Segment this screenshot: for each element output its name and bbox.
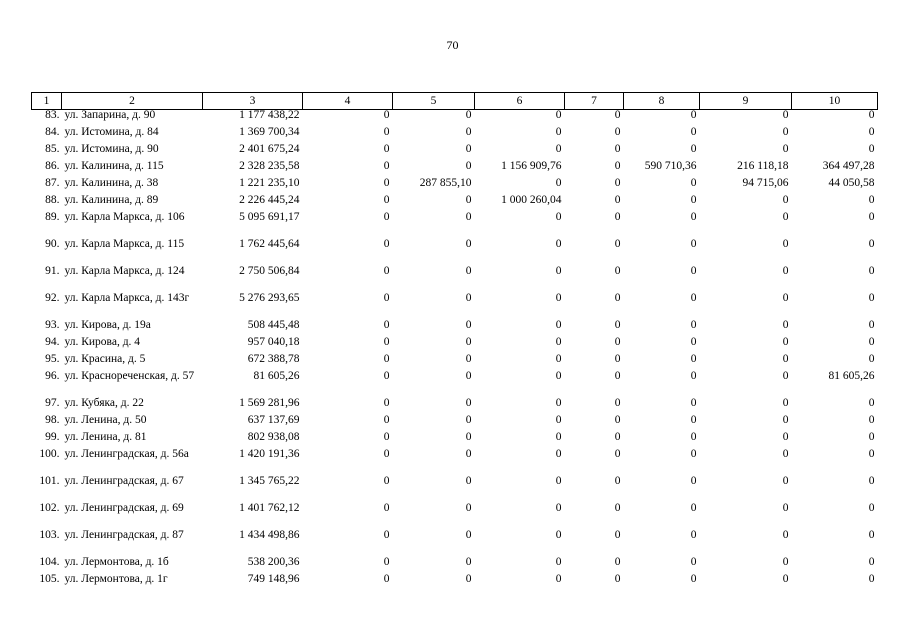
amount-cell: 0 bbox=[690, 292, 697, 304]
amount-cell: 590 710,36 bbox=[644, 160, 697, 172]
amount-cell: 0 bbox=[555, 265, 562, 277]
table-row bbox=[32, 212, 878, 239]
amount-cell: 0 bbox=[383, 475, 390, 487]
amount-cell: 0 bbox=[782, 109, 789, 121]
amount-cell: 0 bbox=[614, 431, 621, 443]
amount-cell: 0 bbox=[868, 431, 875, 443]
amount-cell: 0 bbox=[383, 109, 390, 121]
amount-cell: 0 bbox=[782, 194, 789, 206]
amount-cell: 0 bbox=[383, 502, 390, 514]
amount-cell: 0 bbox=[868, 414, 875, 426]
table-row bbox=[32, 354, 878, 371]
header-cell: 5 bbox=[393, 93, 475, 110]
page-number: 70 bbox=[446, 38, 459, 52]
row-number: 88. bbox=[45, 194, 60, 206]
amount-cell: 0 bbox=[868, 143, 875, 155]
amount-cell: 0 bbox=[383, 143, 390, 155]
amount-cell: 5 095 691,17 bbox=[239, 211, 300, 223]
amount-cell: 0 bbox=[614, 211, 621, 223]
address-cell: ул. Лермонтова, д. 1г bbox=[64, 573, 168, 585]
amount-cell: 0 bbox=[555, 529, 562, 541]
amount-cell: 0 bbox=[614, 126, 621, 138]
amount-cell: 0 bbox=[383, 265, 390, 277]
amount-cell: 0 bbox=[868, 194, 875, 206]
amount-cell: 364 497,28 bbox=[822, 160, 875, 172]
amount-cell: 1 401 762,12 bbox=[239, 502, 300, 514]
amount-cell: 0 bbox=[555, 431, 562, 443]
data-table bbox=[31, 92, 878, 591]
amount-cell: 0 bbox=[782, 414, 789, 426]
table-row bbox=[32, 415, 878, 432]
amount-cell: 0 bbox=[690, 448, 697, 460]
amount-cell: 0 bbox=[690, 211, 697, 223]
amount-cell: 0 bbox=[555, 475, 562, 487]
table-row bbox=[32, 239, 878, 266]
amount-cell: 0 bbox=[868, 336, 875, 348]
amount-cell: 0 bbox=[614, 336, 621, 348]
row-number: 98. bbox=[45, 414, 60, 426]
amount-cell: 0 bbox=[690, 126, 697, 138]
amount-cell: 2 401 675,24 bbox=[239, 143, 300, 155]
amount-cell: 802 938,08 bbox=[247, 431, 300, 443]
row-number: 99. bbox=[45, 431, 60, 443]
amount-cell: 0 bbox=[690, 177, 697, 189]
amount-cell: 0 bbox=[690, 238, 697, 250]
amount-cell: 0 bbox=[782, 126, 789, 138]
amount-cell: 0 bbox=[465, 556, 472, 568]
amount-cell: 1 177 438,22 bbox=[239, 109, 300, 121]
amount-cell: 5 276 293,65 bbox=[239, 292, 300, 304]
amount-cell: 0 bbox=[465, 336, 472, 348]
row-number: 104. bbox=[39, 556, 60, 568]
amount-cell: 0 bbox=[868, 211, 875, 223]
amount-cell: 0 bbox=[465, 109, 472, 121]
table-row bbox=[32, 337, 878, 354]
row-number: 87. bbox=[45, 177, 60, 189]
header-cell: 3 bbox=[203, 93, 303, 110]
amount-cell: 0 bbox=[614, 475, 621, 487]
amount-cell: 0 bbox=[690, 397, 697, 409]
amount-cell: 287 855,10 bbox=[419, 177, 472, 189]
amount-cell: 749 148,96 bbox=[247, 573, 300, 585]
amount-cell: 637 137,69 bbox=[247, 414, 300, 426]
row-number: 103. bbox=[39, 529, 60, 541]
amount-cell: 0 bbox=[555, 414, 562, 426]
amount-cell: 0 bbox=[465, 448, 472, 460]
amount-cell: 0 bbox=[868, 556, 875, 568]
amount-cell: 0 bbox=[782, 502, 789, 514]
amount-cell: 0 bbox=[614, 194, 621, 206]
address-cell: ул. Карла Маркса, д. 143г bbox=[64, 292, 190, 304]
amount-cell: 0 bbox=[868, 475, 875, 487]
amount-cell: 0 bbox=[555, 211, 562, 223]
amount-cell: 0 bbox=[868, 502, 875, 514]
row-number: 105. bbox=[39, 573, 60, 585]
amount-cell: 0 bbox=[868, 265, 875, 277]
amount-cell: 0 bbox=[782, 292, 789, 304]
amount-cell: 0 bbox=[690, 194, 697, 206]
amount-cell: 0 bbox=[555, 238, 562, 250]
amount-cell: 0 bbox=[383, 160, 390, 172]
address-cell: ул. Ленинградская, д. 69 bbox=[64, 502, 184, 514]
amount-cell: 0 bbox=[690, 414, 697, 426]
amount-cell: 2 750 506,84 bbox=[239, 265, 300, 277]
amount-cell: 0 bbox=[782, 397, 789, 409]
amount-cell: 0 bbox=[690, 353, 697, 365]
table-row bbox=[32, 144, 878, 161]
amount-cell: 1 369 700,34 bbox=[239, 126, 300, 138]
amount-cell: 0 bbox=[465, 160, 472, 172]
amount-cell: 0 bbox=[555, 126, 562, 138]
amount-cell: 0 bbox=[690, 143, 697, 155]
header-cell: 9 bbox=[700, 93, 792, 110]
header-cell: 10 bbox=[792, 93, 878, 110]
address-cell: ул. Запарина, д. 90 bbox=[64, 109, 156, 121]
amount-cell: 0 bbox=[690, 109, 697, 121]
amount-cell: 0 bbox=[383, 353, 390, 365]
amount-cell: 1 762 445,64 bbox=[239, 238, 300, 250]
amount-cell: 1 221 235,10 bbox=[239, 177, 300, 189]
amount-cell: 0 bbox=[555, 109, 562, 121]
header-row bbox=[32, 93, 878, 110]
header-cell: 2 bbox=[62, 93, 203, 110]
amount-cell: 0 bbox=[465, 502, 472, 514]
amount-cell: 0 bbox=[383, 573, 390, 585]
amount-cell: 81 605,26 bbox=[828, 370, 875, 382]
amount-cell: 0 bbox=[614, 414, 621, 426]
amount-cell: 0 bbox=[782, 529, 789, 541]
amount-cell: 0 bbox=[690, 502, 697, 514]
table-row bbox=[32, 432, 878, 449]
row-number: 89. bbox=[45, 211, 60, 223]
amount-cell: 0 bbox=[782, 573, 789, 585]
address-cell: ул. Калинина, д. 115 bbox=[64, 160, 164, 172]
amount-cell: 0 bbox=[782, 556, 789, 568]
amount-cell: 0 bbox=[868, 126, 875, 138]
amount-cell: 0 bbox=[465, 573, 472, 585]
amount-cell: 0 bbox=[383, 370, 390, 382]
amount-cell: 0 bbox=[555, 336, 562, 348]
amount-cell: 0 bbox=[383, 126, 390, 138]
amount-cell: 0 bbox=[383, 529, 390, 541]
amount-cell: 1 345 765,22 bbox=[239, 475, 300, 487]
amount-cell: 0 bbox=[555, 177, 562, 189]
address-cell: ул. Карла Маркса, д. 106 bbox=[64, 211, 185, 223]
address-cell: ул. Карла Маркса, д. 124 bbox=[64, 265, 185, 277]
amount-cell: 0 bbox=[465, 431, 472, 443]
amount-cell: 0 bbox=[690, 529, 697, 541]
address-cell: ул. Ленина, д. 81 bbox=[64, 431, 147, 443]
table-row bbox=[32, 449, 878, 476]
header-cell: 1 bbox=[32, 93, 62, 110]
address-cell: ул. Кирова, д. 4 bbox=[64, 336, 141, 348]
amount-cell: 0 bbox=[383, 194, 390, 206]
amount-cell: 0 bbox=[383, 431, 390, 443]
amount-cell: 0 bbox=[690, 336, 697, 348]
amount-cell: 44 050,58 bbox=[828, 177, 875, 189]
amount-cell: 0 bbox=[868, 319, 875, 331]
amount-cell: 0 bbox=[383, 448, 390, 460]
amount-cell: 0 bbox=[782, 143, 789, 155]
address-cell: ул. Ленина, д. 50 bbox=[64, 414, 147, 426]
table-row bbox=[32, 476, 878, 503]
table-row bbox=[32, 110, 878, 128]
amount-cell: 0 bbox=[555, 397, 562, 409]
address-cell: ул. Красина, д. 5 bbox=[64, 353, 146, 365]
table-row bbox=[32, 557, 878, 574]
table-row bbox=[32, 574, 878, 591]
amount-cell: 0 bbox=[614, 177, 621, 189]
amount-cell: 2 328 235,58 bbox=[239, 160, 300, 172]
row-number: 90. bbox=[45, 238, 60, 250]
amount-cell: 0 bbox=[614, 319, 621, 331]
amount-cell: 0 bbox=[690, 370, 697, 382]
amount-cell: 672 388,78 bbox=[247, 353, 300, 365]
amount-cell: 94 715,06 bbox=[742, 177, 789, 189]
row-number: 97. bbox=[45, 397, 60, 409]
amount-cell: 0 bbox=[614, 502, 621, 514]
amount-cell: 0 bbox=[383, 238, 390, 250]
table-row bbox=[32, 530, 878, 557]
table-row bbox=[32, 398, 878, 415]
row-number: 101. bbox=[39, 475, 60, 487]
amount-cell: 0 bbox=[555, 573, 562, 585]
amount-cell: 0 bbox=[383, 292, 390, 304]
amount-cell: 0 bbox=[614, 397, 621, 409]
address-cell: ул. Ленинградская, д. 56а bbox=[64, 448, 189, 460]
amount-cell: 1 420 191,36 bbox=[239, 448, 300, 460]
table-row bbox=[32, 293, 878, 320]
amount-cell: 0 bbox=[465, 238, 472, 250]
amount-cell: 0 bbox=[782, 353, 789, 365]
table-row bbox=[32, 178, 878, 195]
amount-cell: 0 bbox=[690, 475, 697, 487]
amount-cell: 0 bbox=[614, 109, 621, 121]
amount-cell: 0 bbox=[782, 448, 789, 460]
amount-cell: 0 bbox=[465, 194, 472, 206]
header-cell: 8 bbox=[624, 93, 700, 110]
amount-cell: 216 118,18 bbox=[737, 160, 789, 172]
amount-cell: 1 569 281,96 bbox=[239, 397, 300, 409]
amount-cell: 0 bbox=[690, 573, 697, 585]
amount-cell: 1 000 260,04 bbox=[501, 194, 562, 206]
amount-cell: 0 bbox=[383, 556, 390, 568]
amount-cell: 0 bbox=[690, 431, 697, 443]
amount-cell: 0 bbox=[868, 353, 875, 365]
amount-cell: 0 bbox=[782, 431, 789, 443]
amount-cell: 0 bbox=[868, 292, 875, 304]
amount-cell: 0 bbox=[782, 319, 789, 331]
amount-cell: 0 bbox=[383, 397, 390, 409]
row-number: 85. bbox=[45, 143, 60, 155]
row-number: 95. bbox=[45, 353, 60, 365]
address-cell: ул. Ленинградская, д. 87 bbox=[64, 529, 184, 541]
table-row bbox=[32, 127, 878, 144]
row-number: 86. bbox=[45, 160, 60, 172]
amount-cell: 1 156 909,76 bbox=[501, 160, 562, 172]
amount-cell: 0 bbox=[383, 414, 390, 426]
amount-cell: 0 bbox=[383, 319, 390, 331]
amount-cell: 0 bbox=[465, 529, 472, 541]
amount-cell: 0 bbox=[465, 319, 472, 331]
amount-cell: 0 bbox=[868, 397, 875, 409]
address-cell: ул. Краснореченская, д. 57 bbox=[64, 370, 195, 382]
header-cell: 6 bbox=[475, 93, 565, 110]
amount-cell: 0 bbox=[555, 292, 562, 304]
amount-cell: 0 bbox=[690, 556, 697, 568]
amount-cell: 0 bbox=[465, 211, 472, 223]
amount-cell: 0 bbox=[614, 353, 621, 365]
header-cell: 4 bbox=[303, 93, 393, 110]
amount-cell: 0 bbox=[614, 292, 621, 304]
row-number: 96. bbox=[45, 370, 60, 382]
amount-cell: 0 bbox=[383, 177, 390, 189]
row-number: 94. bbox=[45, 336, 60, 348]
amount-cell: 0 bbox=[465, 370, 472, 382]
amount-cell: 0 bbox=[868, 238, 875, 250]
amount-cell: 0 bbox=[465, 292, 472, 304]
amount-cell: 1 434 498,86 bbox=[239, 529, 300, 541]
address-cell: ул. Лермонтова, д. 1б bbox=[64, 556, 169, 568]
amount-cell: 0 bbox=[555, 143, 562, 155]
row-number: 83. bbox=[45, 109, 60, 121]
table-row bbox=[32, 503, 878, 530]
address-cell: ул. Ленинградская, д. 67 bbox=[64, 475, 184, 487]
amount-cell: 957 040,18 bbox=[247, 336, 300, 348]
amount-cell: 2 226 445,24 bbox=[239, 194, 300, 206]
amount-cell: 0 bbox=[868, 109, 875, 121]
amount-cell: 0 bbox=[690, 265, 697, 277]
address-cell: ул. Кубяка, д. 22 bbox=[64, 397, 144, 409]
row-number: 92. bbox=[45, 292, 60, 304]
amount-cell: 0 bbox=[782, 370, 789, 382]
amount-cell: 0 bbox=[555, 319, 562, 331]
amount-cell: 0 bbox=[614, 556, 621, 568]
row-number: 84. bbox=[45, 126, 60, 138]
amount-cell: 0 bbox=[868, 448, 875, 460]
table-row bbox=[32, 161, 878, 178]
amount-cell: 0 bbox=[383, 211, 390, 223]
table-row bbox=[32, 266, 878, 293]
address-cell: ул. Истомина, д. 90 bbox=[64, 143, 159, 155]
amount-cell: 0 bbox=[465, 414, 472, 426]
address-cell: ул. Кирова, д. 19а bbox=[64, 319, 151, 331]
address-cell: ул. Истомина, д. 84 bbox=[64, 126, 159, 138]
table-row bbox=[32, 320, 878, 337]
amount-cell: 0 bbox=[782, 238, 789, 250]
amount-cell: 508 445,48 bbox=[247, 319, 300, 331]
amount-cell: 0 bbox=[614, 160, 621, 172]
amount-cell: 0 bbox=[465, 397, 472, 409]
table-row bbox=[32, 195, 878, 212]
row-number: 93. bbox=[45, 319, 60, 331]
amount-cell: 0 bbox=[614, 370, 621, 382]
amount-cell: 0 bbox=[782, 265, 789, 277]
amount-cell: 0 bbox=[614, 529, 621, 541]
amount-cell: 0 bbox=[555, 353, 562, 365]
amount-cell: 0 bbox=[555, 502, 562, 514]
row-number: 100. bbox=[39, 448, 60, 460]
amount-cell: 0 bbox=[614, 265, 621, 277]
address-cell: ул. Калинина, д. 38 bbox=[64, 177, 159, 189]
amount-cell: 0 bbox=[383, 336, 390, 348]
address-cell: ул. Калинина, д. 89 bbox=[64, 194, 159, 206]
amount-cell: 0 bbox=[465, 353, 472, 365]
header-cell: 7 bbox=[565, 93, 624, 110]
amount-cell: 0 bbox=[555, 448, 562, 460]
amount-cell: 0 bbox=[465, 475, 472, 487]
amount-cell: 0 bbox=[465, 126, 472, 138]
amount-cell: 0 bbox=[614, 143, 621, 155]
table-row bbox=[32, 371, 878, 398]
amount-cell: 538 200,36 bbox=[247, 556, 300, 568]
amount-cell: 0 bbox=[782, 211, 789, 223]
amount-cell: 0 bbox=[465, 265, 472, 277]
amount-cell: 0 bbox=[782, 475, 789, 487]
amount-cell: 0 bbox=[868, 573, 875, 585]
amount-cell: 0 bbox=[614, 573, 621, 585]
amount-cell: 0 bbox=[782, 336, 789, 348]
amount-cell: 0 bbox=[690, 319, 697, 331]
amount-cell: 0 bbox=[614, 448, 621, 460]
amount-cell: 0 bbox=[555, 556, 562, 568]
row-number: 102. bbox=[39, 502, 60, 514]
amount-cell: 0 bbox=[465, 143, 472, 155]
row-number: 91. bbox=[45, 265, 60, 277]
amount-cell: 0 bbox=[614, 238, 621, 250]
amount-cell: 0 bbox=[868, 529, 875, 541]
address-cell: ул. Карла Маркса, д. 115 bbox=[64, 238, 185, 250]
amount-cell: 81 605,26 bbox=[253, 370, 300, 382]
amount-cell: 0 bbox=[555, 370, 562, 382]
